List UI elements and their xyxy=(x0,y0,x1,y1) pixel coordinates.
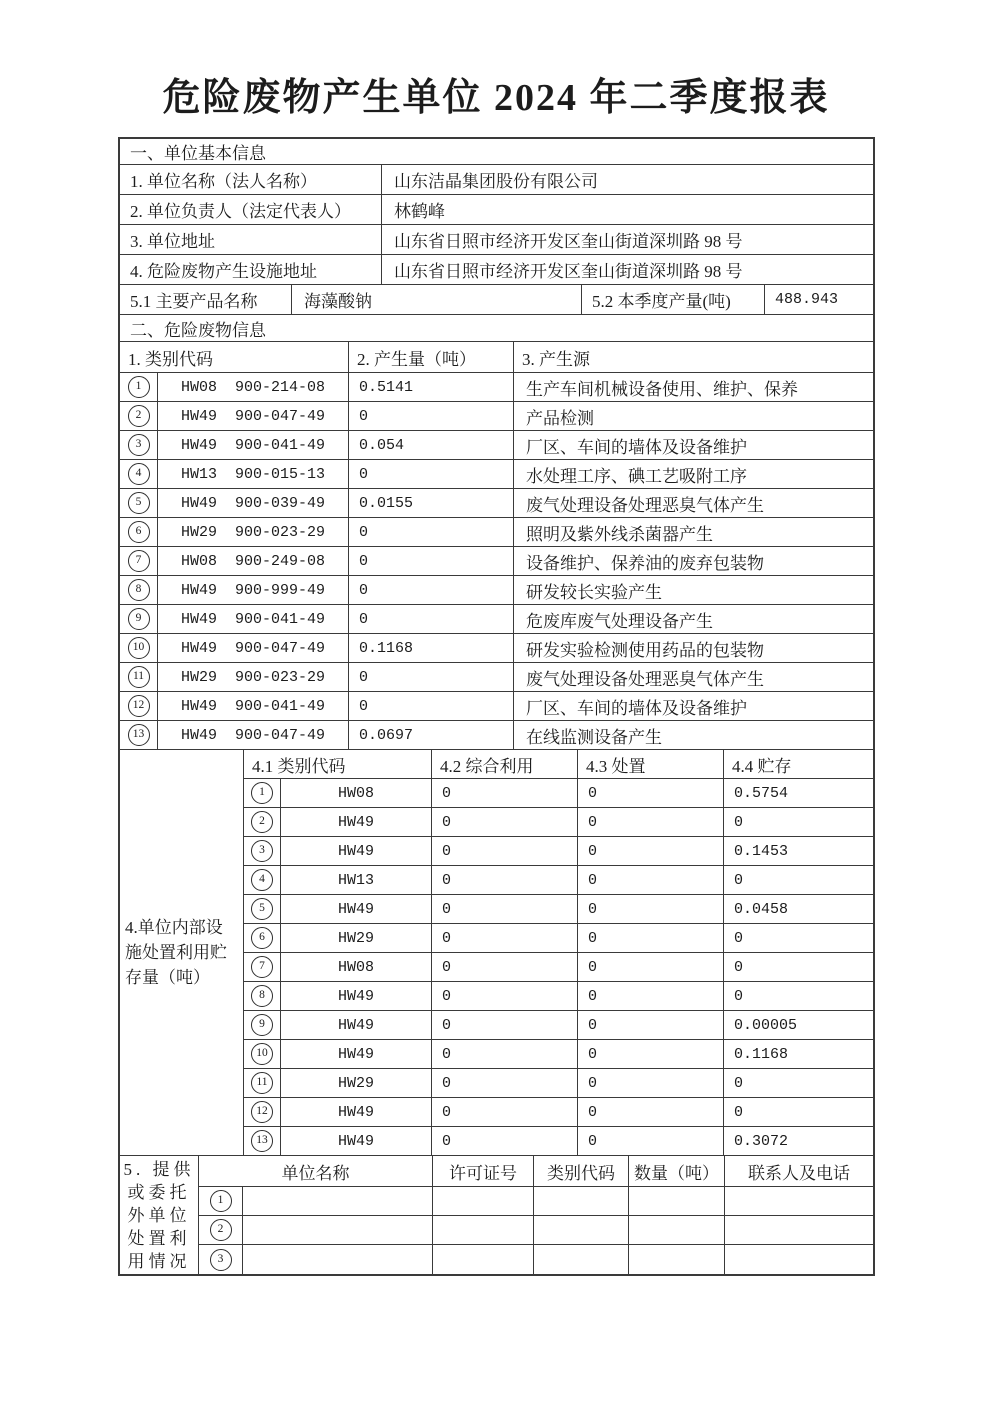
circled-number: 12 xyxy=(128,695,150,717)
disposed-cell: 0 xyxy=(578,866,724,895)
waste-amount-cell: 0.054 xyxy=(349,431,514,460)
disposed-cell: 0 xyxy=(578,779,724,808)
circled-number: 7 xyxy=(128,550,150,572)
waste-source-cell: 照明及紫外线杀菌器产生 xyxy=(514,518,873,547)
internal-row xyxy=(244,982,873,1011)
circled-number: 3 xyxy=(251,840,273,862)
disposed-cell: 0 xyxy=(578,837,724,866)
recycled-cell: 0 xyxy=(432,924,578,953)
category-code-cell: HW49 xyxy=(281,982,432,1011)
external-row xyxy=(199,1216,873,1245)
row-number-cell xyxy=(244,982,281,1011)
category-code-cell: HW49 xyxy=(281,1011,432,1040)
stored-cell: 0 xyxy=(724,1069,873,1098)
circled-number: 1 xyxy=(251,782,273,804)
waste-code-cell: HW49 900-041-49 xyxy=(158,431,349,460)
disposed-cell: 0 xyxy=(578,953,724,982)
recycled-cell: 0 xyxy=(432,1127,578,1156)
waste-row xyxy=(120,489,873,518)
waste-source-cell: 废气处理设备处理恶臭气体产生 xyxy=(514,489,873,518)
license-no-cell xyxy=(433,1245,534,1274)
product-row xyxy=(120,285,873,315)
waste-row xyxy=(120,663,873,692)
category-code-cell: HW08 xyxy=(281,779,432,808)
waste-source-cell: 产品检测 xyxy=(514,402,873,431)
col-header-license-no: 许可证号 xyxy=(433,1156,534,1187)
stored-cell: 0 xyxy=(724,1098,873,1127)
disposed-cell: 0 xyxy=(578,1069,724,1098)
stored-cell: 0.00005 xyxy=(724,1011,873,1040)
disposed-cell: 0 xyxy=(578,924,724,953)
recycled-cell: 0 xyxy=(432,953,578,982)
row-number-cell xyxy=(244,924,281,953)
circled-number: 11 xyxy=(128,666,150,688)
basic-info-value: 山东洁晶集团股份有限公司 xyxy=(382,165,873,195)
waste-code-cell: HW13 900-015-13 xyxy=(158,460,349,489)
quantity-cell xyxy=(629,1187,725,1216)
section4-label: 4.单位内部设施处置利用贮存量（吨） xyxy=(125,918,227,987)
col-header-source: 3. 产生源 xyxy=(514,342,873,373)
waste-source-cell: 水处理工序、碘工艺吸附工序 xyxy=(514,460,873,489)
col-header-quantity: 数量（吨） xyxy=(629,1156,725,1187)
stored-cell: 0 xyxy=(724,924,873,953)
unit-name-cell xyxy=(243,1245,433,1274)
circled-number: 11 xyxy=(251,1072,273,1094)
contact-cell xyxy=(725,1216,873,1245)
recycled-cell: 0 xyxy=(432,837,578,866)
category-code-cell xyxy=(534,1216,629,1245)
row-number-cell xyxy=(244,837,281,866)
waste-source-cell: 厂区、车间的墙体及设备维护 xyxy=(514,692,873,721)
circled-number: 6 xyxy=(251,927,273,949)
row-number-cell xyxy=(244,895,281,924)
circled-number: 12 xyxy=(251,1101,273,1123)
internal-row xyxy=(244,837,873,866)
waste-amount-cell: 0 xyxy=(349,576,514,605)
circled-number: 3 xyxy=(210,1249,232,1271)
internal-row xyxy=(244,953,873,982)
stored-cell: 0.1453 xyxy=(724,837,873,866)
section2-heading: 二、危险废物信息 xyxy=(120,315,873,342)
basic-info-label: 1. 单位名称（法人名称） xyxy=(120,165,382,195)
stored-cell: 0.1168 xyxy=(724,1040,873,1069)
quarter-output-value: 488.943 xyxy=(765,285,873,315)
category-code-cell: HW08 xyxy=(281,953,432,982)
recycled-cell: 0 xyxy=(432,1069,578,1098)
waste-source-cell: 厂区、车间的墙体及设备维护 xyxy=(514,431,873,460)
section5-label-line: 处置利 xyxy=(127,1228,191,1248)
waste-code-cell: HW49 900-047-49 xyxy=(158,634,349,663)
row-number-cell xyxy=(120,373,158,402)
row-number-cell xyxy=(120,634,158,663)
disposed-cell: 0 xyxy=(578,1040,724,1069)
quantity-cell xyxy=(629,1245,725,1274)
stored-cell: 0 xyxy=(724,953,873,982)
basic-info-row xyxy=(120,225,873,255)
license-no-cell xyxy=(433,1187,534,1216)
waste-amount-cell: 0.0697 xyxy=(349,721,514,750)
category-code-cell: HW49 xyxy=(281,895,432,924)
disposed-cell: 0 xyxy=(578,808,724,837)
circled-number: 8 xyxy=(251,985,273,1007)
basic-info-label: 3. 单位地址 xyxy=(120,225,382,255)
internal-row xyxy=(244,1127,873,1156)
waste-source-cell: 研发较长实验产生 xyxy=(514,576,873,605)
circled-number: 1 xyxy=(210,1190,232,1212)
category-code-cell: HW49 xyxy=(281,1040,432,1069)
basic-info-value: 山东省日照市经济开发区奎山街道深圳路 98 号 xyxy=(382,225,873,255)
row-number-cell xyxy=(120,547,158,576)
waste-code-cell: HW08 900-214-08 xyxy=(158,373,349,402)
internal-row xyxy=(244,1040,873,1069)
circled-number: 2 xyxy=(251,811,273,833)
quarter-output-label: 5.2 本季度产量(吨) xyxy=(582,285,765,315)
waste-amount-cell: 0 xyxy=(349,605,514,634)
waste-row xyxy=(120,373,873,402)
disposed-cell: 0 xyxy=(578,895,724,924)
waste-row xyxy=(120,721,873,750)
circled-number: 13 xyxy=(128,724,150,746)
waste-amount-cell: 0 xyxy=(349,547,514,576)
internal-header-row xyxy=(244,750,873,779)
stored-cell: 0.3072 xyxy=(724,1127,873,1156)
row-number-cell xyxy=(199,1187,243,1216)
col-header-generated-amount: 2. 产生量（吨） xyxy=(349,342,514,373)
waste-row xyxy=(120,460,873,489)
circled-number: 10 xyxy=(251,1043,273,1065)
row-number-cell xyxy=(244,779,281,808)
waste-header-row xyxy=(120,342,873,373)
category-code-cell: HW49 xyxy=(281,1127,432,1156)
waste-amount-cell: 0 xyxy=(349,402,514,431)
circled-number: 13 xyxy=(251,1130,273,1152)
col-header-unit-name: 单位名称 xyxy=(199,1156,433,1187)
recycled-cell: 0 xyxy=(432,1040,578,1069)
unit-name-cell xyxy=(243,1187,433,1216)
internal-row xyxy=(244,924,873,953)
row-number-cell xyxy=(244,866,281,895)
waste-amount-cell: 0.5141 xyxy=(349,373,514,402)
row-number-cell xyxy=(120,721,158,750)
row-number-cell xyxy=(120,402,158,431)
waste-code-cell: HW49 900-041-49 xyxy=(158,692,349,721)
waste-row xyxy=(120,431,873,460)
col-header-category-code: 1. 类别代码 xyxy=(120,342,349,373)
internal-row xyxy=(244,808,873,837)
row-number-cell xyxy=(244,1127,281,1156)
stored-cell: 0 xyxy=(724,982,873,1011)
section4-table xyxy=(244,750,873,1156)
waste-source-cell: 研发实验检测使用药品的包装物 xyxy=(514,634,873,663)
recycled-cell: 0 xyxy=(432,866,578,895)
circled-number: 9 xyxy=(128,608,150,630)
page-title: 危险废物产生单位 2024 年二季度报表 xyxy=(162,77,830,119)
stored-cell: 0.0458 xyxy=(724,895,873,924)
circled-number: 6 xyxy=(128,521,150,543)
row-number-cell xyxy=(244,1040,281,1069)
category-code-cell xyxy=(534,1245,629,1274)
recycled-cell: 0 xyxy=(432,982,578,1011)
disposed-cell: 0 xyxy=(578,1098,724,1127)
col-header-category-code: 类别代码 xyxy=(534,1156,629,1187)
section2-heading-row xyxy=(120,315,873,342)
section5-label-cell xyxy=(120,1156,199,1274)
section1-heading: 一、单位基本信息 xyxy=(120,139,873,165)
category-code-cell: HW49 xyxy=(281,837,432,866)
external-header-row xyxy=(199,1156,873,1187)
col-header-disposed: 4.3 处置 xyxy=(578,750,724,779)
waste-code-cell: HW49 900-039-49 xyxy=(158,489,349,518)
circled-number: 5 xyxy=(251,898,273,920)
row-number-cell xyxy=(244,1069,281,1098)
row-number-cell xyxy=(120,663,158,692)
row-number-cell xyxy=(120,605,158,634)
waste-code-cell: HW49 900-041-49 xyxy=(158,605,349,634)
circled-number: 3 xyxy=(128,434,150,456)
section5-label-line: 5. 提供 xyxy=(123,1159,195,1179)
row-number-cell xyxy=(120,460,158,489)
section5-label-line: 外单位 xyxy=(127,1205,191,1225)
section-basic-info xyxy=(120,139,873,315)
stored-cell: 0 xyxy=(724,808,873,837)
waste-source-cell: 废气处理设备处理恶臭气体产生 xyxy=(514,663,873,692)
circled-number: 5 xyxy=(128,492,150,514)
recycled-cell: 0 xyxy=(432,1098,578,1127)
waste-source-cell: 危废库废气处理设备产生 xyxy=(514,605,873,634)
section4-label-cell xyxy=(120,750,244,1156)
report-table xyxy=(118,137,875,1276)
basic-info-label: 2. 单位负责人（法定代表人） xyxy=(120,195,382,225)
waste-amount-cell: 0 xyxy=(349,460,514,489)
circled-number: 1 xyxy=(128,376,150,398)
category-code-cell: HW49 xyxy=(281,1098,432,1127)
basic-info-row xyxy=(120,195,873,225)
waste-code-cell: HW29 900-023-29 xyxy=(158,518,349,547)
waste-row xyxy=(120,518,873,547)
category-code-cell: HW13 xyxy=(281,866,432,895)
internal-row xyxy=(244,1098,873,1127)
circled-number: 10 xyxy=(128,637,150,659)
row-number-cell xyxy=(120,576,158,605)
internal-row xyxy=(244,1069,873,1098)
row-number-cell xyxy=(120,489,158,518)
circled-number: 4 xyxy=(128,463,150,485)
contact-cell xyxy=(725,1187,873,1216)
waste-code-cell: HW08 900-249-08 xyxy=(158,547,349,576)
col-header-recycled: 4.2 综合利用 xyxy=(432,750,578,779)
waste-source-cell: 设备维护、保养油的废弃包装物 xyxy=(514,547,873,576)
external-row xyxy=(199,1187,873,1216)
waste-code-cell: HW49 900-999-49 xyxy=(158,576,349,605)
internal-row xyxy=(244,779,873,808)
circled-number: 9 xyxy=(251,1014,273,1036)
external-row xyxy=(199,1245,873,1274)
internal-row xyxy=(244,1011,873,1040)
quantity-cell xyxy=(629,1216,725,1245)
section5-label-line: 用情况 xyxy=(127,1251,191,1271)
row-number-cell xyxy=(244,953,281,982)
waste-amount-cell: 0 xyxy=(349,663,514,692)
contact-cell xyxy=(725,1245,873,1274)
waste-code-cell: HW29 900-023-29 xyxy=(158,663,349,692)
waste-amount-cell: 0 xyxy=(349,692,514,721)
waste-row xyxy=(120,634,873,663)
internal-row xyxy=(244,866,873,895)
section1-heading-row xyxy=(120,139,873,165)
basic-info-row xyxy=(120,165,873,195)
basic-info-label: 4. 危险废物产生设施地址 xyxy=(120,255,382,285)
col-header-contact: 联系人及电话 xyxy=(725,1156,873,1187)
waste-code-cell: HW49 900-047-49 xyxy=(158,721,349,750)
license-no-cell xyxy=(433,1216,534,1245)
basic-info-value: 山东省日照市经济开发区奎山街道深圳路 98 号 xyxy=(382,255,873,285)
row-number-cell xyxy=(244,808,281,837)
recycled-cell: 0 xyxy=(432,808,578,837)
section-external-disposal xyxy=(120,1156,873,1274)
circled-number: 2 xyxy=(128,405,150,427)
section5-table xyxy=(199,1156,873,1274)
waste-code-cell: HW49 900-047-49 xyxy=(158,402,349,431)
circled-number: 8 xyxy=(128,579,150,601)
waste-row xyxy=(120,576,873,605)
section-internal-disposal xyxy=(120,750,873,1156)
internal-row xyxy=(244,895,873,924)
category-code-cell: HW29 xyxy=(281,924,432,953)
basic-info-row xyxy=(120,255,873,285)
category-code-cell xyxy=(534,1187,629,1216)
waste-row xyxy=(120,547,873,576)
disposed-cell: 0 xyxy=(578,1011,724,1040)
product-name-value: 海藻酸钠 xyxy=(292,285,582,315)
waste-source-cell: 在线监测设备产生 xyxy=(514,721,873,750)
basic-info-value: 林鹤峰 xyxy=(382,195,873,225)
row-number-cell xyxy=(244,1011,281,1040)
waste-amount-cell: 0.1168 xyxy=(349,634,514,663)
section-waste-info xyxy=(120,315,873,750)
category-code-cell: HW29 xyxy=(281,1069,432,1098)
recycled-cell: 0 xyxy=(432,895,578,924)
col-header-category: 4.1 类别代码 xyxy=(244,750,432,779)
stored-cell: 0.5754 xyxy=(724,779,873,808)
col-header-stored: 4.4 贮存 xyxy=(724,750,873,779)
circled-number: 7 xyxy=(251,956,273,978)
disposed-cell: 0 xyxy=(578,1127,724,1156)
row-number-cell xyxy=(199,1245,243,1274)
product-name-label: 5.1 主要产品名称 xyxy=(120,285,292,315)
circled-number: 4 xyxy=(251,869,273,891)
category-code-cell: HW49 xyxy=(281,808,432,837)
waste-row xyxy=(120,692,873,721)
stored-cell: 0 xyxy=(724,866,873,895)
recycled-cell: 0 xyxy=(432,779,578,808)
waste-row xyxy=(120,605,873,634)
section5-label-line: 或委托 xyxy=(127,1182,191,1202)
row-number-cell xyxy=(120,518,158,547)
waste-row xyxy=(120,402,873,431)
waste-amount-cell: 0.0155 xyxy=(349,489,514,518)
waste-amount-cell: 0 xyxy=(349,518,514,547)
disposed-cell: 0 xyxy=(578,982,724,1011)
waste-source-cell: 生产车间机械设备使用、维护、保养 xyxy=(514,373,873,402)
circled-number: 2 xyxy=(210,1219,232,1241)
row-number-cell xyxy=(199,1216,243,1245)
recycled-cell: 0 xyxy=(432,1011,578,1040)
row-number-cell xyxy=(244,1098,281,1127)
unit-name-cell xyxy=(243,1216,433,1245)
row-number-cell xyxy=(120,431,158,460)
row-number-cell xyxy=(120,692,158,721)
